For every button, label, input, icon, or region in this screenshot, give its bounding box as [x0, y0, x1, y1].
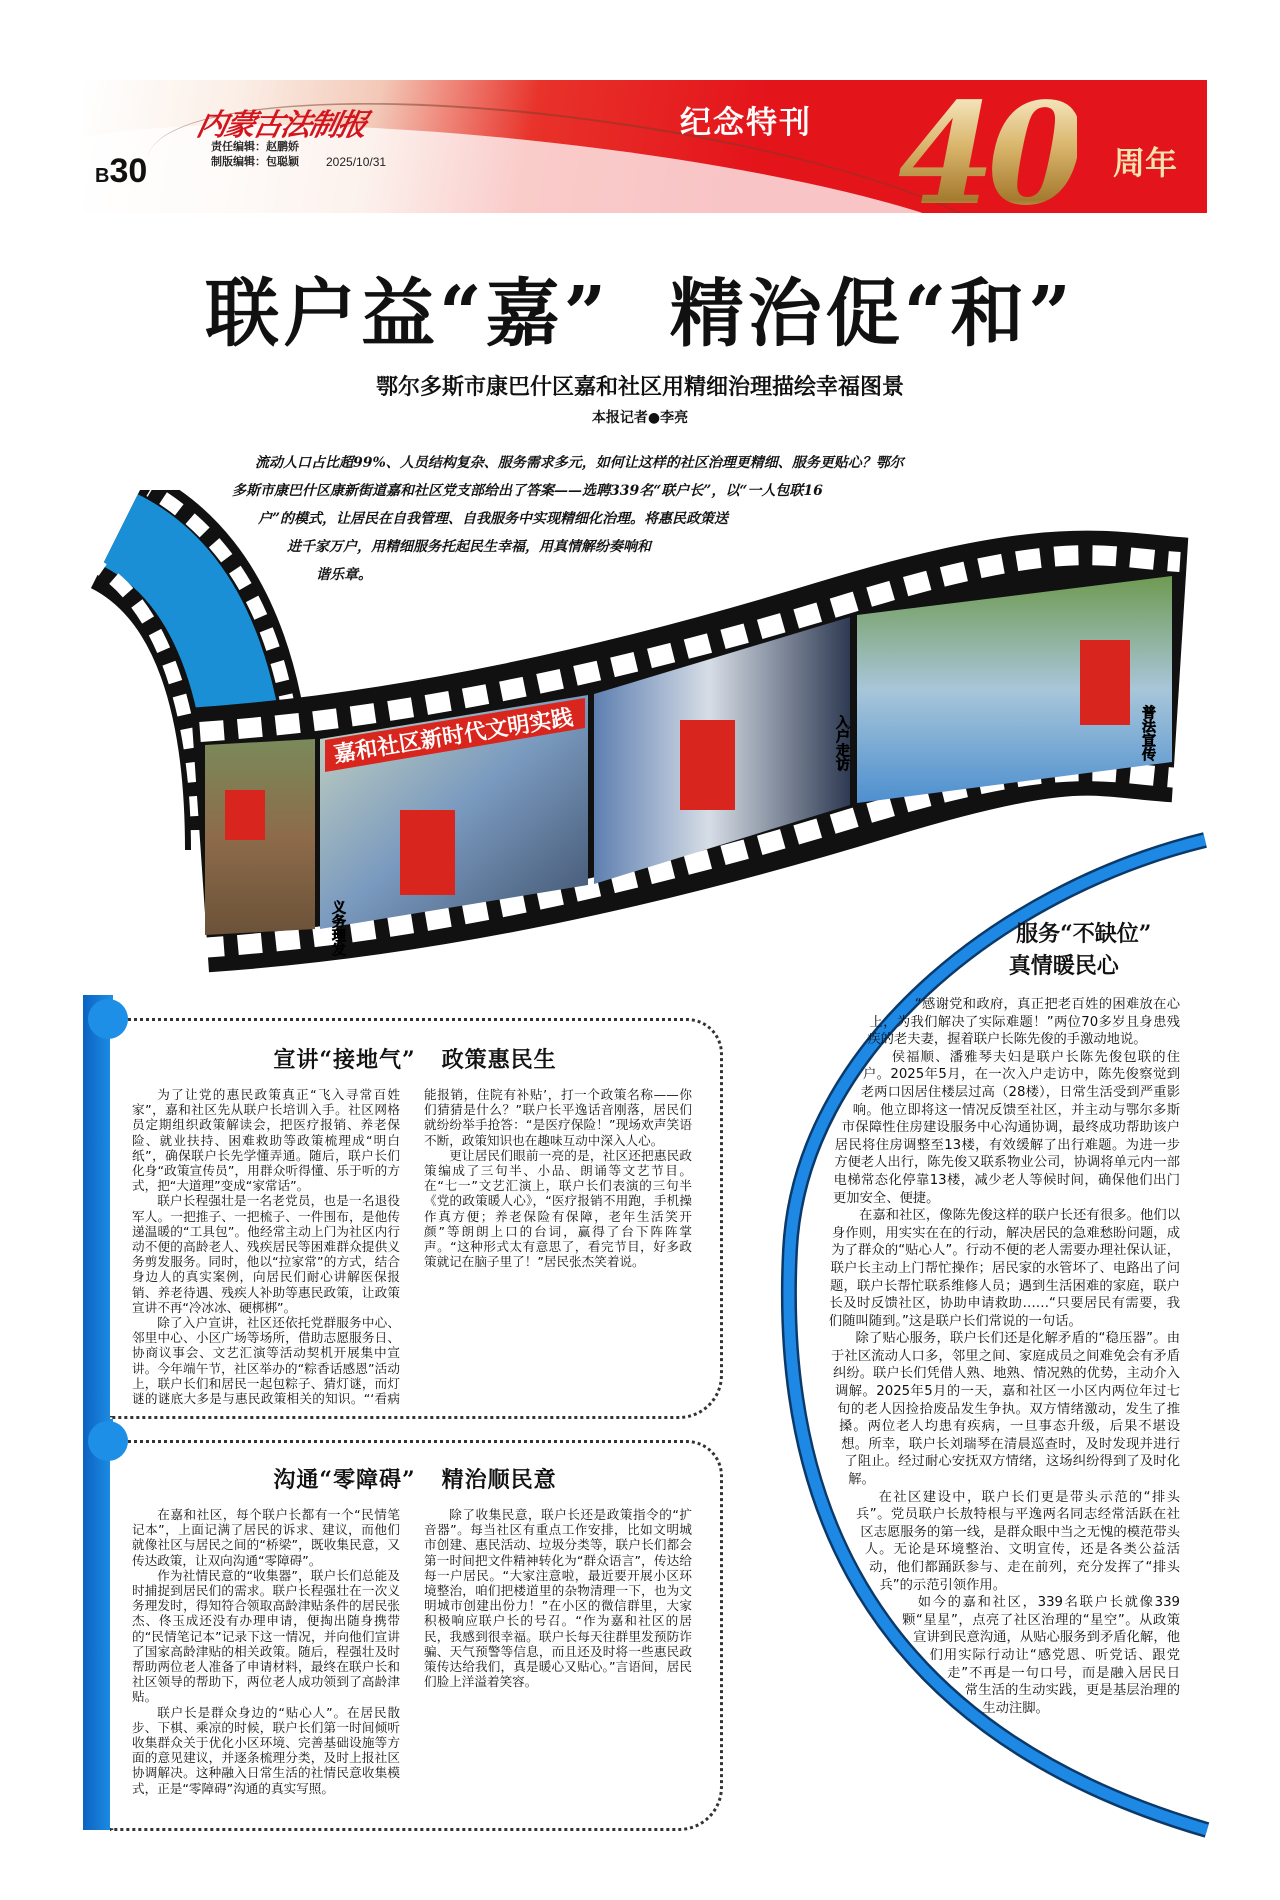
paragraph: “感谢党和政府，真正把老百姓的困难放在心上，为我们解决了实际难题！”两位70多岁且身患残疾的老夫妻，握着联户长陈先俊的手激动地说。 [867, 997, 1180, 1048]
paragraph: 联户长是群众身边的“贴心人”。在居民散步、下棋、乘凉的时候，联户长们第一时间倾听收集群众关于优化小区环境、完善基础设施等方面的意见建议，并逐条梳理分类，及时上报社区协调解决。这种融入日常生活的社情民意收集模式，正是“零障碍”沟通的真实写照。 [132, 1704, 400, 1796]
paragraph: 除了收集民意，联户长还是政策指令的“扩音器”。每当社区有重点工作安排，比如文明城市创建、惠民活动、垃圾分类等，联户长们都会第一时间把文件精神转化为“群众语言”，传达给每一户居民。“大家注意啦，最近要开展小区环境整治，咱们把楼道里的杂物清理一下，也为文明城市创建出份力！”在小区的微信群里，大家积极响应联户长的号召。“作为嘉和社区的居民，我感到很幸福。联户长每天往群里发预防诈骗、天气预警等信息，而且还及时将一些惠民政策传达给我们，真是暖心又贴心。”言语间，居民们脸上洋溢着笑容。 [424, 1507, 692, 1690]
paragraph: 如今的嘉和社区，339名联户长就像339颗“星星”，点亮了社区治理的“星空”。从政策宣讲到民意沟通，从贴心服务到矛盾化解，他们用实际行动让“感党恩、听党话、跟党走”不再是一句口号，而是融入居民日常生活的生动实践，更是基层治理的生动注脚。 [902, 1595, 1180, 1716]
issue-date: 2025/10/31 [326, 155, 387, 169]
page-number-value: 30 [109, 152, 148, 190]
anniversary-number: 40 [898, 80, 1077, 213]
intro-line: 户”的模式，让居民在自我管理、自我服务中实现精细化治理。将惠民政策送 [258, 511, 729, 527]
section-heading: 服务“不缺位” [1016, 921, 1152, 947]
paragraph: 联户长程强壮是一名老党员，也是一名退役军人。一把推子、一把梳子、一件围布，是他传递温暖的“工具包”。他经常主动上门为社区内行动不便的高龄老人、残疾居民等困难群众提供义务剪发服务。同时，他以“拉家常”的方式，结合身边人的真实案例，向居民们耐心讲解医保报销、养老待遇、残疾人补助等惠民政策，让政策宣讲不再“冷冰冰、硬梆梆”。 [132, 1193, 400, 1315]
paragraph: 侯福顺、潘雅琴夫妇是联户长陈先俊包联的住户。2025年5月，在一次入户走访中，陈先俊察觉到老两口因居住楼层过高（28楼），日常生活受到严重影响。他立即将这一情况反馈至社区，并主动与鄂尔多斯市保障性住房建设服务中心沟通协调，最终成功帮助该户居民将住房调整至13楼，有效缓解了出行难题。为进一步方便老人出行，陈先俊又联系物业公司，协调将单元内一部电梯常态化停靠13楼，减少老人等候时间，确保他们出门更加安全、便捷。 [833, 1049, 1180, 1206]
paragraph: 在社区建设中，联户长们更是带头示范的“排头兵”。党员联户长敖特根与平逸两名同志经常活跃在社区志愿服务的第一线，是群众眼中当之无愧的模范带头人。无论是环境整治、文明宣传，还是各类公益活动，他们都踊跃参与、走在前列，充分发挥了“排头兵”的示范引领作用。 [855, 1489, 1180, 1593]
photo-caption: 义务理发 [330, 900, 346, 956]
photo-caption: 普法宣传 [1140, 705, 1156, 761]
intro-line: 流动人口占比超99%、人员结构复杂、服务需求多元，如何让这样的社区治理更精细、服务更贴心？鄂尔 [255, 455, 904, 471]
subtitle: 鄂尔多斯市康巴什区嘉和社区用精细治理描绘幸福图景 [375, 375, 904, 400]
section-service-column [825, 900, 1180, 1800]
paragraph: 除了入户宣讲，社区还依托党群服务中心、邻里中心、小区广场等场所，借助志愿服务日、协商议事会、文艺汇演等活动契机开展集中宣讲。今年端午节，社区举办的“粽香话感恩”活动上，联户长们和居民一起包粽子、猜灯谜，而灯谜的谜底大多是与惠民政策相关的知识。“‘看病能报销，住院有补贴’，打一个政策名称——你们猜猜是什么？”联户长平逸话音刚落，居民们就纷纷举手抢答：“是医疗保险！”现场欢声笑语不断，政策知识也在趣味互动中深入人心。 [132, 1087, 692, 1407]
paragraph: 在嘉和社区，每个联户长都有一个“民情笔记本”，上面记满了居民的诉求、建议，而他们就像社区与居民之间的“桥梁”，既收集民意，又传达政策，让双向沟通“零障碍”。 [132, 1507, 400, 1568]
anniversary-text: 周年 [1113, 144, 1178, 182]
intro-line: 进千家万户，用精细服务托起民生幸福，用真情解纷奏响和 [287, 539, 651, 555]
paragraph: 为了让党的惠民政策真正“飞入寻常百姓家”，嘉和社区先从联户长培训入手。社区网格员定期组织政策解读会，把医疗报销、养老保险、就业扶持、困难救助等政策梳理成“明白纸”，确保联户长先学懂弄通。随后，联户长们化身“政策宣传员”，用群众听得懂、乐于听的方式，把“大道理”变成“家常话”。 [132, 1087, 400, 1194]
section-heading: 沟通“零障碍” 精治顺民意 [273, 1467, 557, 1493]
photo-banner-text: 嘉和社区新时代文明实践 [332, 705, 575, 768]
byline: 本报记者●李亮 [591, 410, 689, 426]
layout-editor: 制版编辑：包聪颖 [211, 156, 299, 168]
newspaper-logo: 内蒙古法制报 [193, 108, 369, 143]
editor: 责任编辑：赵鹏娇 [211, 141, 299, 153]
paragraph: 除了贴心服务，联户长们还是化解矛盾的“稳压器”。由于社区流动人口多，邻里之间、家庭成员之间难免会有矛盾纠纷。联户长们凭借人熟、地熟、情况熟的优势，主动介入调解。2025年5月的一天，嘉和社区一小区内两位年过七旬的老人因捡拾废品发生争执。双方情绪激动，发生了推搡。两位老人均患有疾病，一旦事态升级，后果不堪设想。所幸，联户长刘瑞琴在清晨巡查时，及时发现并进行了阻止。经过耐心安抚双方情绪，这场纠纷得到了及时化解。 [830, 1331, 1180, 1488]
paragraph: 在嘉和社区，像陈先俊这样的联户长还有很多。他们以身作则，用实实在在的行动，解决居民的急难愁盼问题，成为了群众的“贴心人”。行动不便的老人需要办理社保认证，联户长主动上门帮忙操作；居民家的水管坏了、电路出了问题，联户长帮忙联系维修人员；遇到生活困难的家庭，联户长及时反馈社区，协助申请救助……“只要居民有需要，我们随叫随到。”这是联户长们常说的一句话。 [828, 1208, 1180, 1329]
special-issue-label: 纪念特刊 [680, 105, 812, 140]
page-prefix: B [95, 165, 110, 187]
section-heading: 宣讲“接地气” 政策惠民生 [273, 1047, 557, 1073]
photo-caption: 入户走访 [834, 715, 850, 771]
section-heading: 真情暖民心 [1008, 953, 1119, 979]
paragraph: 作为社情民意的“收集器”，联户长们总能及时捕捉到居民们的需求。联户长程强壮在一次义务理发时，得知符合领取高龄津贴条件的居民张杰、佟玉成还没有办理申请，便掏出随身携带的“民情笔记本”记录下这一情况，并向他们宣讲了国家高龄津贴的相关政策。随后，程强壮及时帮助两位老人准备了申请材料，最终在联户长和社区领导的帮助下，两位老人成功领到了高龄津贴。 [132, 1567, 400, 1705]
page-title: 联户益“嘉” 精治促“和” [205, 271, 1075, 357]
intro-line: 多斯市康巴什区康新街道嘉和社区党支部给出了答案——选聘339名“联户长”，以“一人包联16 [232, 483, 823, 499]
intro-line: 谐乐章。 [316, 567, 372, 583]
paragraph: 更让居民们眼前一亮的是，社区还把惠民政策编成了三句半、小品、朗诵等文艺节目。在“七一”文艺汇演上，联户长们表演的三句半《党的政策暖人心》，“医疗报销不用跑，手机操作真方便；养老保险有保障，老年生活笑开颜”等朗朗上口的台词，赢得了台下阵阵掌声。“这种形式太有意思了，看完节目，好多政策就记在脑子里了！”居民张杰笑着说。 [424, 1147, 692, 1270]
